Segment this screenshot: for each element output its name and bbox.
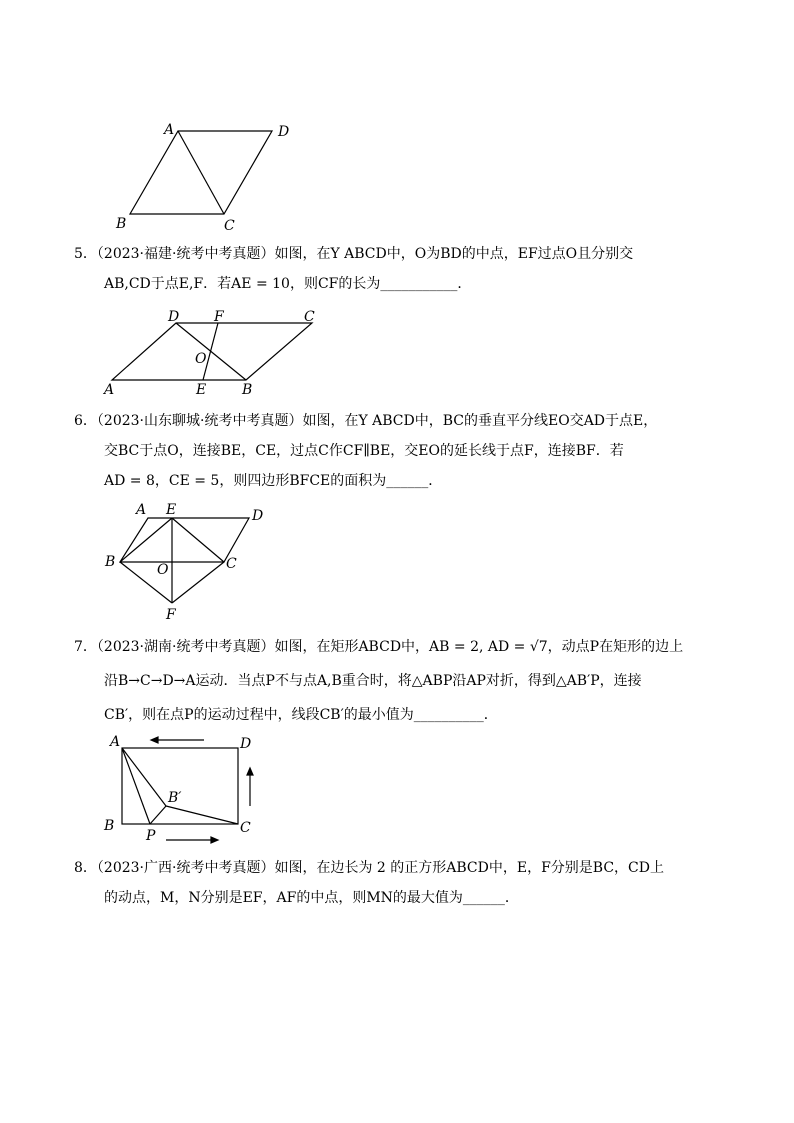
label-a: A bbox=[164, 122, 175, 138]
question-line: （2023·福建·统考中考真题）如图，在Y ABCD中，O为BD的中点，EF过点O且分别交 bbox=[96, 246, 634, 262]
label-b: B bbox=[116, 216, 127, 232]
label-o: O bbox=[195, 351, 207, 367]
arrow-right-head bbox=[247, 768, 253, 775]
question-line: （2023·广西·统考中考真题）如图，在边长为 2 的正方形ABCD中，E，F分别是BC，CD上 bbox=[96, 860, 664, 876]
label-e: E bbox=[196, 382, 207, 398]
question-line: （2023·湖南·统考中考真题）如图，在矩形ABCD中，AB = 2, AD = √7，动点P在矩形的边上 bbox=[96, 639, 684, 655]
label-b: B bbox=[242, 382, 253, 398]
label-b-prime: B′ bbox=[168, 790, 182, 806]
label-d: D bbox=[168, 309, 180, 325]
figure-parallelogram-kite bbox=[100, 500, 280, 622]
question-7 bbox=[74, 630, 734, 732]
arrow-top-head bbox=[151, 737, 158, 743]
label-d: D bbox=[240, 736, 252, 752]
question-number: 5． bbox=[74, 246, 97, 262]
question-number: 8． bbox=[74, 860, 97, 876]
segment-ab-prime bbox=[122, 748, 166, 806]
label-b: B bbox=[105, 554, 116, 570]
question-line: AD = 8，CE = 5，则四边形BFCE的面积为______． bbox=[104, 473, 443, 489]
label-a: A bbox=[104, 382, 115, 398]
label-c: C bbox=[304, 309, 315, 325]
label-f: F bbox=[166, 607, 176, 622]
question-line: 的动点，M，N分别是EF，AF的中点，则MN的最大值为______． bbox=[104, 890, 519, 906]
label-c: C bbox=[224, 218, 235, 234]
label-f: F bbox=[214, 309, 224, 325]
figure-rectangle-fold bbox=[100, 728, 270, 850]
segment-cf bbox=[172, 562, 224, 603]
parallelogram-outline bbox=[112, 323, 312, 380]
figure-parallelogram-ef bbox=[100, 306, 330, 398]
question-line: AB,CD于点E,F．若AE = 10，则CF的长为___________． bbox=[104, 276, 472, 292]
question-line: 交BC于点O，连接BE，CE，过点C作CF∥BE，交EO的延长线于点F，连接BF．若 bbox=[104, 443, 624, 459]
question-line: CB′，则在点P的运动过程中，线段CB′的最小值为__________． bbox=[104, 707, 498, 723]
question-5 bbox=[74, 239, 734, 299]
question-line: 沿B→C→D→A运动．当点P不与点A,B重合时，将△ABP沿AP对折，得到△AB′P，连接 bbox=[104, 673, 642, 689]
question-number: 6． bbox=[74, 413, 97, 429]
label-o: O bbox=[157, 562, 169, 578]
rectangle-outline bbox=[122, 748, 238, 824]
question-line: （2023·山东聊城·统考中考真题）如图，在Y ABCD中，BC的垂直平分线EO交AD于点E， bbox=[96, 413, 658, 429]
diagonal-ac bbox=[178, 131, 224, 214]
label-c: C bbox=[226, 556, 237, 572]
label-p: P bbox=[146, 828, 156, 844]
segment-pb-prime bbox=[150, 806, 166, 824]
arrow-bottom-head bbox=[211, 837, 218, 843]
label-d: D bbox=[278, 124, 290, 140]
label-a: A bbox=[110, 734, 121, 750]
label-c: C bbox=[240, 820, 251, 836]
label-e: E bbox=[166, 502, 177, 518]
question-8 bbox=[74, 853, 734, 913]
label-a: A bbox=[136, 502, 147, 518]
segment-be bbox=[120, 518, 172, 562]
segment-cb-prime bbox=[166, 806, 238, 824]
figure-rhombus-abcd bbox=[100, 118, 310, 238]
question-number: 7． bbox=[74, 639, 97, 655]
segment-ap bbox=[122, 748, 150, 824]
label-b: B bbox=[104, 818, 115, 834]
segment-ce bbox=[172, 518, 224, 562]
label-d: D bbox=[252, 508, 264, 524]
question-6 bbox=[74, 406, 734, 496]
